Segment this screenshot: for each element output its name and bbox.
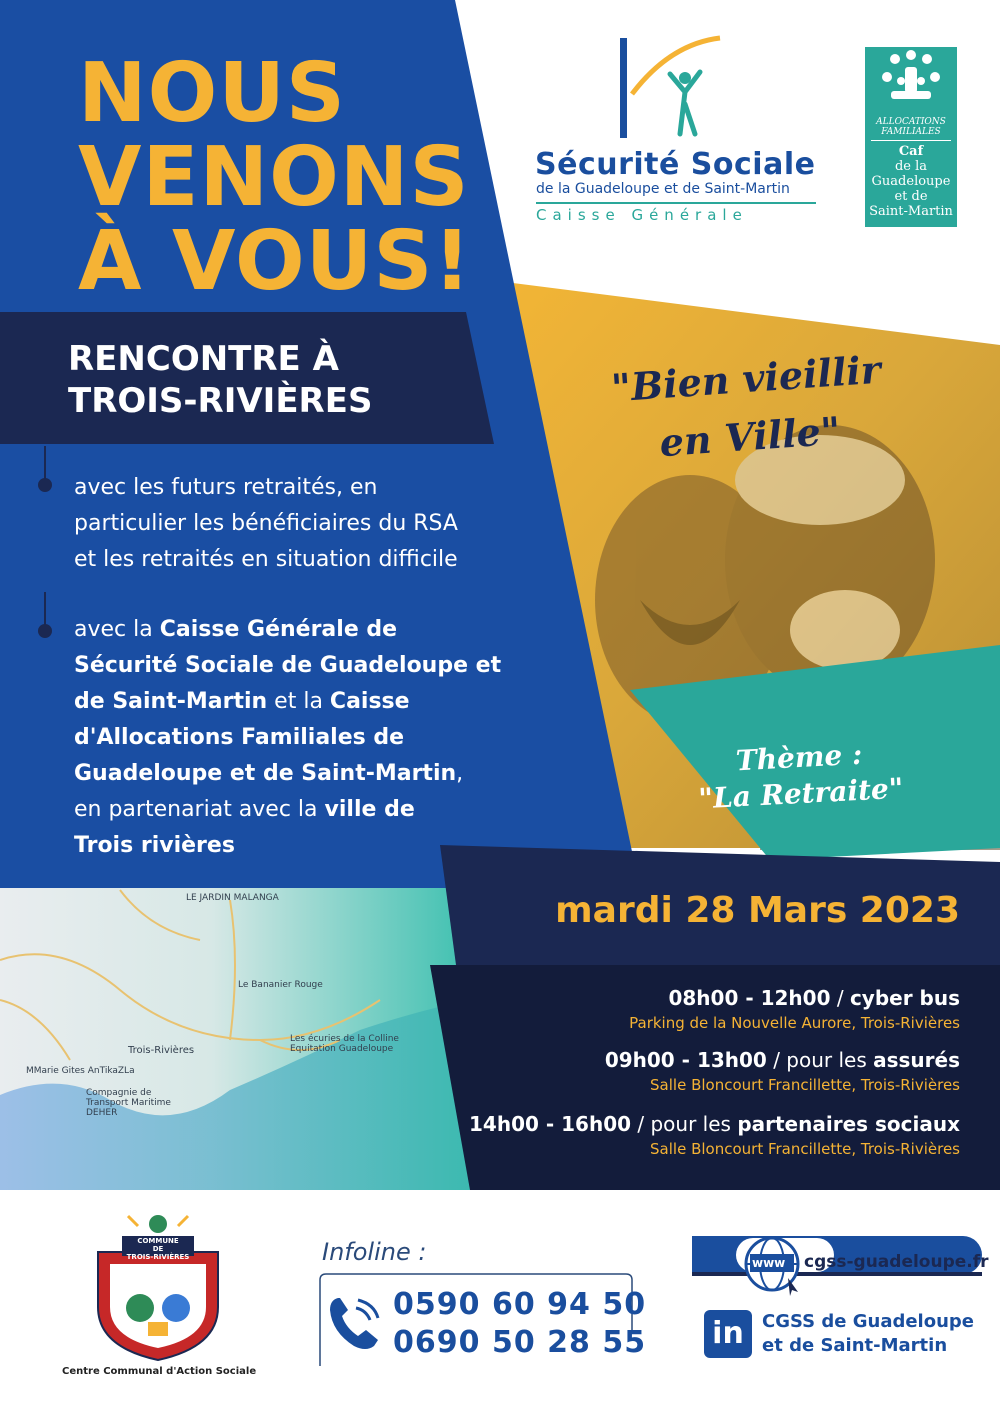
slogan-quote xyxy=(584,339,911,477)
bottom-strip xyxy=(0,1192,1000,1200)
securite-sociale-logo-icon xyxy=(610,34,730,144)
schedule-1-label: cyber bus xyxy=(849,986,960,1010)
commune-crest-icon xyxy=(78,1212,238,1362)
crest-text xyxy=(118,1237,198,1261)
event-date: mardi 28 Mars 2023 xyxy=(555,890,960,931)
bullet-dot-2 xyxy=(38,624,52,638)
infoline-phones xyxy=(393,1286,646,1362)
ss-subtitle: de la Guadeloupe et de Saint-Martin xyxy=(536,181,790,197)
map-label-bananier: Le Bananier Rouge xyxy=(238,980,323,990)
schedule-3-place: Salle Bloncourt Francillette, Trois-Rivières xyxy=(650,1140,960,1158)
schedule-item-2 xyxy=(400,1048,960,1094)
para2-l7: Trois rivières xyxy=(74,833,235,858)
caf-l3: de la xyxy=(894,159,928,174)
schedule-2-time: 09h00 - 13h00 xyxy=(604,1048,767,1072)
phone-icon xyxy=(326,1294,382,1354)
paragraph-partners xyxy=(74,612,534,864)
caf-line2: FAMILIALES xyxy=(881,127,941,137)
bullet-dot-1 xyxy=(38,478,52,492)
crest-l3: TROIS-RIVIÈRES xyxy=(126,1253,190,1261)
headline-line-1: NOUS xyxy=(78,46,346,141)
paragraph-audience xyxy=(74,470,514,578)
schedule-2-place: Salle Bloncourt Francillette, Trois-Rivières xyxy=(650,1076,960,1094)
schedule-item-1 xyxy=(400,986,960,1032)
para1-line-2: particulier les bénéficiaires du RSA xyxy=(74,511,458,536)
schedule-1-time: 08h00 - 12h00 xyxy=(668,986,831,1010)
linkedin-icon[interactable]: in xyxy=(704,1310,752,1358)
para1-line-3: et les retraités en situation difficile xyxy=(74,547,458,572)
infoline-label: Infoline : xyxy=(322,1238,427,1266)
crest-l2: DE xyxy=(152,1245,164,1253)
linkedin-line-2: et de Saint-Martin xyxy=(762,1335,948,1356)
ss-divider xyxy=(536,202,816,204)
map-label-trois-rivieres: Trois-Rivières xyxy=(128,1045,195,1056)
caf-line1: ALLOCATIONS xyxy=(876,117,946,127)
banner-title xyxy=(68,338,468,422)
para2-l1b: Caisse Générale de xyxy=(159,617,398,642)
para2-l5-comma: , xyxy=(456,761,464,786)
schedule-3-time: 14h00 - 16h00 xyxy=(469,1112,632,1136)
crest-l1: COMMUNE xyxy=(137,1237,179,1245)
quote-line-1: "Bien vieillir xyxy=(609,346,883,411)
map-label-gites: MMarie Gites AnTikaZLa xyxy=(26,1066,135,1076)
ss-title: Sécurité Sociale xyxy=(535,147,816,182)
theme-line-1: Thème : xyxy=(734,737,864,778)
linkedin-label[interactable] xyxy=(762,1310,974,1358)
para2-l5: Guadeloupe et de Saint-Martin xyxy=(74,761,457,786)
caf-l5: et de xyxy=(894,189,928,204)
phone-number-1[interactable]: 0590 60 94 50 xyxy=(393,1287,647,1322)
ccas-label: Centre Communal d'Action Sociale xyxy=(62,1366,257,1377)
caf-name: Caf xyxy=(898,144,924,159)
schedule-3-label: partenaires sociaux xyxy=(737,1112,960,1136)
caf-l6: Saint-Martin xyxy=(869,204,953,219)
para2-l4: d'Allocations Familiales de xyxy=(74,725,405,750)
headline-line-3: À VOUS! xyxy=(78,214,472,309)
map-label-jardin: LE JARDIN MALANGA xyxy=(186,893,279,903)
banner-line-2: TROIS-RIVIÈRES xyxy=(68,381,373,421)
caf-logo xyxy=(865,47,957,227)
phone-number-2[interactable]: 0690 50 28 55 xyxy=(393,1325,647,1360)
para2-l6b: ville de xyxy=(324,797,415,822)
schedule-2-label: assurés xyxy=(873,1048,960,1072)
schedule-1-sep: / xyxy=(830,986,850,1010)
map-label-compagnie: Compagnie de Transport Maritime DEHER xyxy=(86,1088,171,1118)
theme-line-2: "La Retraite" xyxy=(697,771,905,816)
para2-l1a: avec la xyxy=(74,617,160,642)
website-url[interactable]: cgss-guadeloupe.fr xyxy=(804,1252,989,1272)
para2-l3a: de Saint-Martin xyxy=(74,689,268,714)
caf-l4: Guadeloupe xyxy=(871,174,951,189)
quote-line-2: en Ville" xyxy=(658,407,842,466)
banner-line-1: RENCONTRE À xyxy=(68,339,339,379)
para1-line-1: avec les futurs retraités, en xyxy=(74,475,378,500)
theme-text xyxy=(688,734,911,817)
schedule-2-sep: / pour les xyxy=(766,1048,874,1072)
map-label-ecuries: Les écuries de la Colline Equitation Guadeloupe xyxy=(290,1034,399,1054)
headline xyxy=(78,46,498,309)
schedule-3-sep: / pour les xyxy=(631,1112,738,1136)
caf-family-icon xyxy=(865,47,957,113)
headline-line-2: VENONS xyxy=(78,130,470,225)
para2-l6a: en partenariat avec la xyxy=(74,797,325,822)
para2-l2: Sécurité Sociale de Guadeloupe et xyxy=(74,653,502,678)
ss-caisse: Caisse Générale xyxy=(536,206,748,224)
schedule-1-place: Parking de la Nouvelle Aurore, Trois-Rivières xyxy=(629,1014,960,1032)
linkedin-line-1: CGSS de Guadeloupe xyxy=(762,1311,975,1332)
para2-l3c: Caisse xyxy=(329,689,410,714)
para2-l3b: et la xyxy=(267,689,330,714)
www-text: www xyxy=(752,1256,786,1270)
schedule-item-3 xyxy=(400,1112,960,1158)
